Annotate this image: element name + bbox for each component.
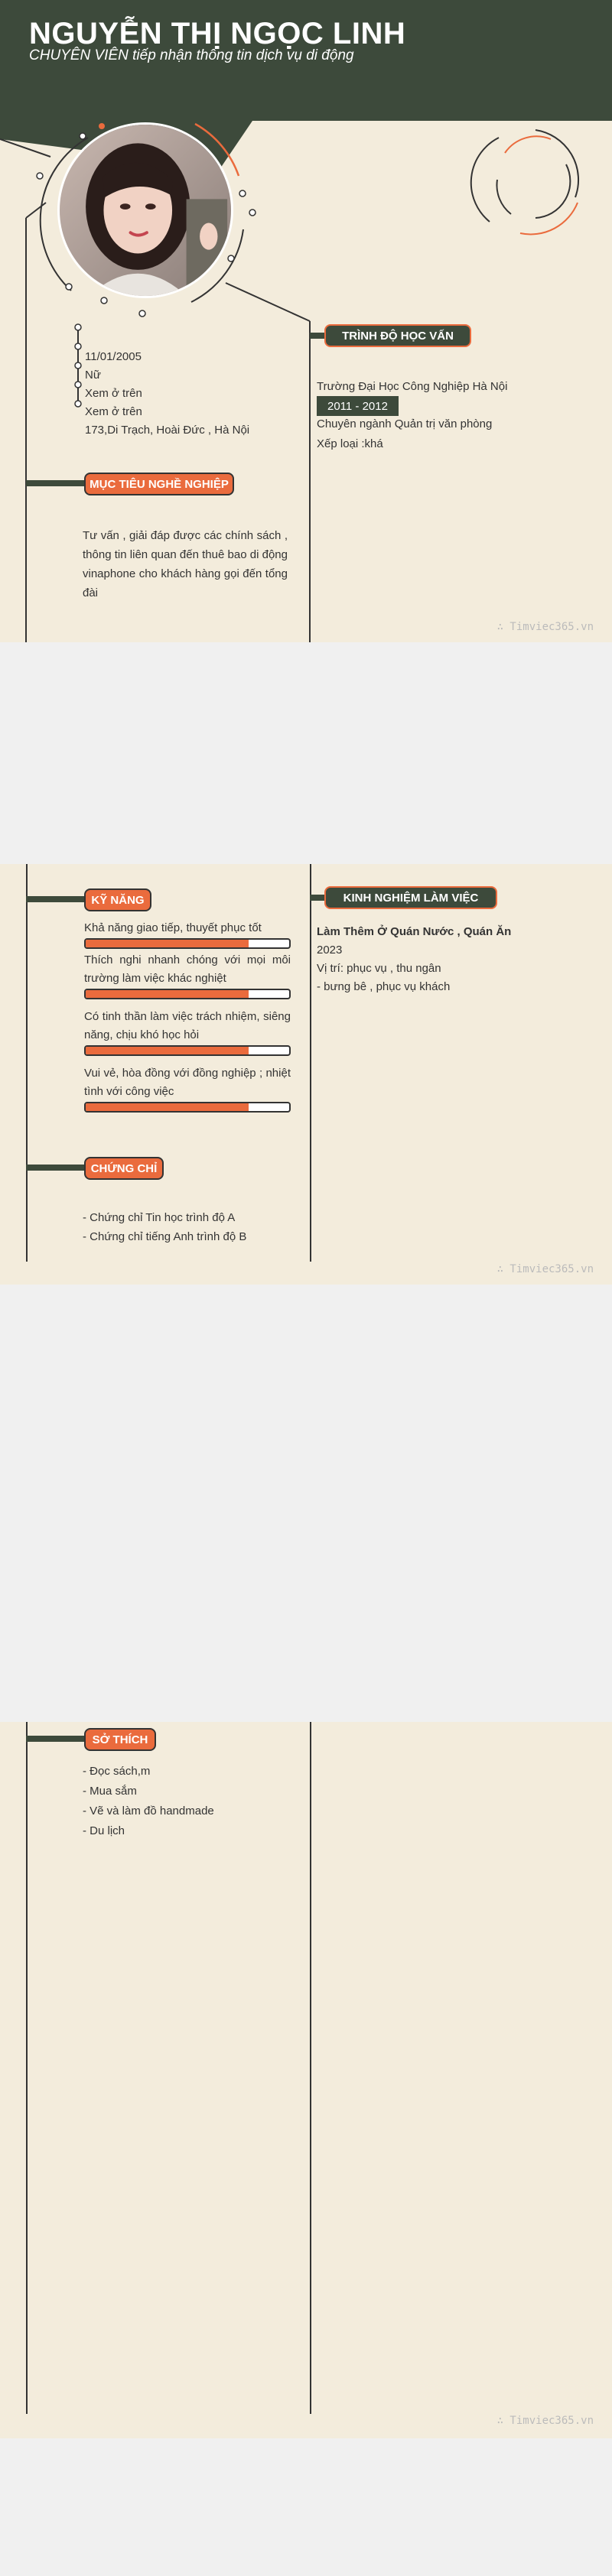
hobby-item: - Vẽ và làm đồ handmade	[83, 1804, 214, 1817]
skill-fill	[86, 1047, 249, 1054]
education-school: Trường Đại Học Công Nghiệp Hà Nội	[317, 380, 508, 393]
skill-fill	[86, 940, 249, 947]
skill-bar	[84, 1102, 291, 1113]
experience-year: 2023	[317, 944, 343, 957]
gender: Nữ	[85, 369, 101, 382]
hobbies-connector	[26, 1736, 87, 1742]
candidate-name: NGUYỄN THỊ NGỌC LINH	[29, 17, 406, 50]
page-gap	[0, 1285, 612, 1722]
birthdate: 11/01/2005	[85, 350, 142, 363]
hobbies-heading: SỞ THÍCH	[84, 1728, 156, 1751]
watermark: ∴ Timviec365.vn	[496, 2415, 594, 2427]
watermark: ∴ Timviec365.vn	[496, 621, 594, 633]
skill-label: Vui vẻ, hòa đồng với đồng nghiệp ; nhiệt tình với công việc	[84, 1067, 291, 1098]
education-period: 2011 - 2012	[317, 396, 399, 416]
email: Xem ở trên	[85, 405, 142, 418]
skill-item	[84, 951, 291, 999]
experience-duty: - bưng bê , phục vụ khách	[317, 980, 451, 993]
skill-item	[84, 919, 291, 949]
job-title: CHUYÊN VIÊN tiếp nhận thông tin dịch vụ di động	[29, 47, 354, 63]
skill-fill	[86, 1103, 249, 1111]
page-gap	[0, 642, 612, 864]
cv-page-1	[0, 0, 612, 642]
hobby-item: - Mua sắm	[83, 1785, 137, 1798]
cv-page-3	[0, 1722, 612, 2438]
left-rail	[26, 864, 28, 1262]
skill-item	[84, 1008, 291, 1056]
certificates-connector	[26, 1165, 87, 1171]
hobby-item: - Du lịch	[83, 1824, 125, 1837]
certificate-item: - Chứng chỉ tiếng Anh trình độ B	[83, 1230, 247, 1243]
right-rail	[310, 864, 311, 1262]
certificates-heading: CHỨNG CHỈ	[84, 1157, 164, 1180]
skill-label: Có tinh thần làm việc trách nhiệm, siêng năng, chịu khó học hỏi	[84, 1010, 291, 1041]
experience-company: Làm Thêm Ở Quán Nước , Quán Ăn	[317, 925, 512, 938]
skill-bar	[84, 989, 291, 999]
skills-connector	[26, 896, 87, 902]
objective-connector	[26, 480, 87, 486]
certificate-item: - Chứng chỉ Tin học trình độ A	[83, 1211, 236, 1224]
page-gap	[0, 2438, 612, 2576]
skills-heading: KỸ NĂNG	[84, 888, 151, 911]
hobby-item: - Đọc sách,m	[83, 1765, 151, 1778]
watermark: ∴ Timviec365.vn	[496, 1263, 594, 1275]
education-major: Chuyên ngành Quản trị văn phòng	[317, 417, 493, 430]
objective-text: Tư vấn , giải đáp được các chính sách , thông tin liên quan đến thuê bao di động vinaphone cho khách hàng gọi đến tổng đài	[83, 529, 288, 599]
phone: Xem ở trên	[85, 387, 142, 400]
address: 173,Di Trạch, Hoài Đức , Hà Nội	[85, 424, 250, 437]
education-grade: Xếp loại :khá	[317, 437, 383, 450]
skill-bar	[84, 938, 291, 949]
skill-fill	[86, 990, 249, 998]
profile-photo	[57, 122, 233, 298]
experience-position: Vị trí: phục vụ , thu ngân	[317, 962, 441, 975]
skill-label: Khả năng giao tiếp, thuyết phục tốt	[84, 921, 262, 934]
left-rail	[26, 1722, 28, 2414]
cv-page-2	[0, 864, 612, 1285]
experience-heading: KINH NGHIỆM LÀM VIỆC	[324, 886, 497, 909]
skill-bar	[84, 1045, 291, 1056]
education-heading: TRÌNH ĐỘ HỌC VẤN	[324, 324, 471, 347]
skill-item	[84, 1064, 291, 1113]
skill-label: Thích nghi nhanh chóng với mọi môi trường làm việc khác nghiệt	[84, 953, 291, 985]
objective-heading: MỤC TIÊU NGHỀ NGHIỆP	[84, 473, 234, 495]
right-rail	[310, 1722, 311, 2414]
